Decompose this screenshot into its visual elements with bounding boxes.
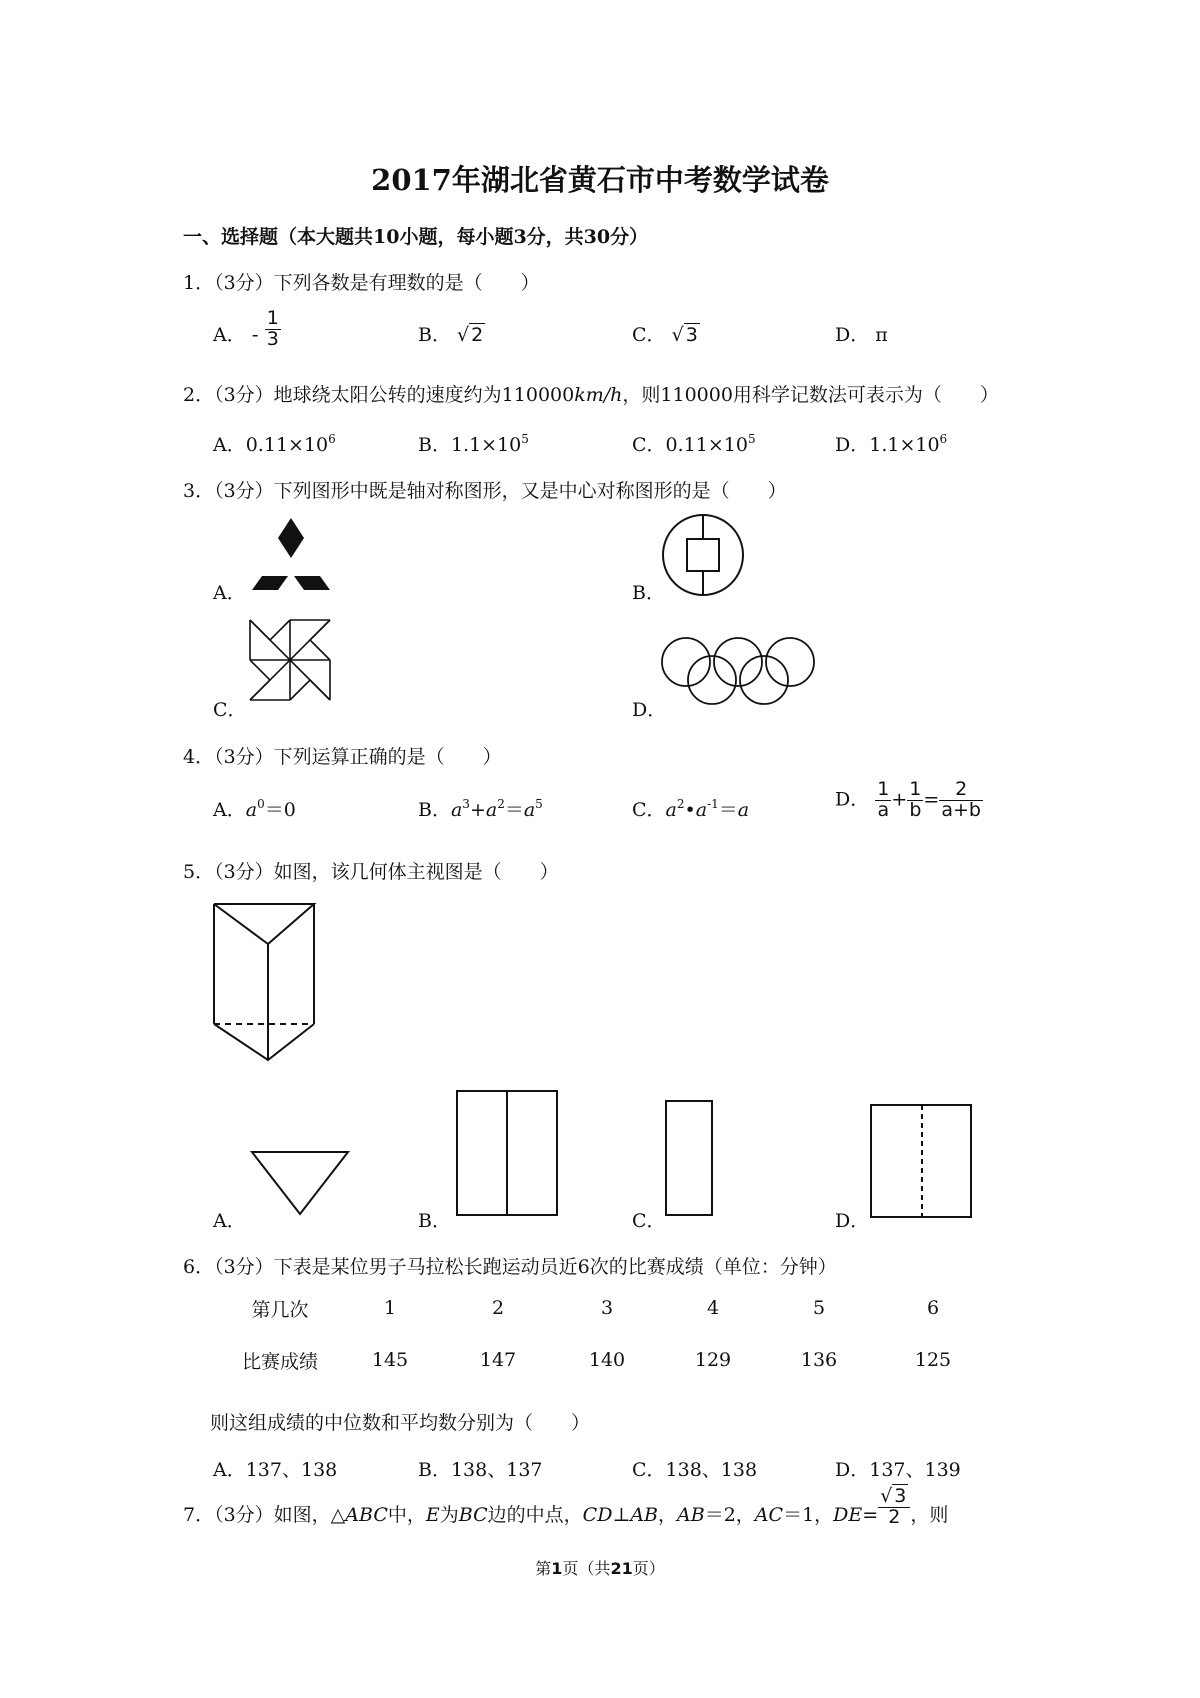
numerator: 1 xyxy=(266,306,279,329)
numerator: 1 xyxy=(877,778,890,800)
question-1-stem: 1．（3分）下列各数是有理数的是（ ） xyxy=(183,272,540,294)
stem-text: ＝1， xyxy=(783,1504,834,1526)
q2-option-a xyxy=(213,430,336,457)
variable: a xyxy=(523,799,536,821)
variable: a xyxy=(665,799,677,821)
table-row xyxy=(225,1282,991,1334)
variable: a xyxy=(450,799,463,821)
total-pages: 21 xyxy=(610,1559,633,1578)
operator: + xyxy=(469,799,486,821)
math-symbol: AC xyxy=(754,1504,784,1526)
option-letter: C． xyxy=(632,324,666,346)
math-symbol: ABC xyxy=(345,1504,388,1526)
pinwheel-figure xyxy=(248,618,332,702)
stem-text: ，则110000用科学记数法可表示为（ ） xyxy=(622,384,999,406)
q1-option-c xyxy=(632,320,700,347)
fraction xyxy=(939,780,983,821)
q4-option-a xyxy=(213,795,296,822)
math-symbol: DE xyxy=(833,1504,863,1526)
exponent: 6 xyxy=(328,432,336,446)
numerator: 1 xyxy=(909,778,922,800)
q1-option-b xyxy=(418,320,485,347)
variable: a xyxy=(485,799,498,821)
exponent: 5 xyxy=(521,432,529,446)
page-number: 1 xyxy=(551,1559,563,1578)
question-7-stem xyxy=(183,1484,949,1528)
denominator: a+b xyxy=(941,798,981,821)
square-root: √ 3 xyxy=(671,324,698,346)
radicand: 2 xyxy=(471,324,484,346)
numerator: √ 3 xyxy=(880,1484,907,1507)
table-row xyxy=(225,1334,991,1386)
operator: • xyxy=(684,799,696,821)
page-title: 2017年湖北省黄石市中考数学试卷 xyxy=(371,163,829,197)
table-cell: 125 xyxy=(914,1349,952,1371)
variable: a xyxy=(737,799,750,821)
q6-option-b: B．138、137 xyxy=(418,1459,543,1481)
q3-option-c-label: C． xyxy=(213,699,247,721)
option-letter: A． xyxy=(213,324,246,346)
table-cell: 第几次 xyxy=(251,1298,309,1321)
footer-text: 页） xyxy=(632,1559,665,1578)
expression: ＝0 xyxy=(264,799,296,821)
question-2-stem xyxy=(183,380,999,407)
math-symbol: BC xyxy=(458,1504,488,1526)
q6-option-d: D．137、139 xyxy=(835,1459,961,1481)
stem-text: 为 xyxy=(439,1504,459,1526)
option-letter: A． xyxy=(213,799,246,821)
table-cell: 6 xyxy=(926,1297,940,1319)
square-root: √ 2 xyxy=(457,324,484,346)
exponent: 5 xyxy=(747,432,756,446)
variable: a xyxy=(245,799,258,821)
q1-option-d xyxy=(835,320,888,347)
narrow-rectangle-figure xyxy=(665,1100,713,1216)
option-text: B．1.1×10 xyxy=(418,434,522,456)
exponent: 6 xyxy=(939,432,948,446)
q2-option-b xyxy=(418,430,529,457)
option-letter: D． xyxy=(835,788,870,811)
exponent: 5 xyxy=(535,797,543,811)
pi-symbol: π xyxy=(875,324,888,346)
denominator: 3 xyxy=(266,327,279,350)
option-text: C．0.11×10 xyxy=(632,434,748,456)
math-symbol: E xyxy=(425,1504,440,1526)
math-symbol: AB xyxy=(630,1504,658,1526)
radicand: 3 xyxy=(685,324,698,346)
q5-option-a-label: A． xyxy=(213,1210,246,1232)
exponent: 0 xyxy=(257,797,265,811)
question-4-stem: 4．（3分）下列运算正确的是（ ） xyxy=(183,746,502,768)
operator: = xyxy=(862,1504,879,1526)
stem-text: ，则 xyxy=(910,1504,949,1526)
question-5-stem: 5．（3分）如图，该几何体主视图是（ ） xyxy=(183,861,559,883)
math-symbol: AB xyxy=(677,1504,705,1526)
option-text: D．1.1×10 xyxy=(835,434,940,456)
option-letter: B． xyxy=(418,799,451,821)
table-cell: 1 xyxy=(383,1297,397,1319)
fraction xyxy=(878,1484,910,1528)
operator: = xyxy=(923,788,940,811)
table-cell: 147 xyxy=(479,1349,517,1371)
math-symbol: CD xyxy=(582,1504,613,1526)
q5-option-d-label: D． xyxy=(835,1210,870,1232)
q4-option-d xyxy=(835,780,983,821)
table-cell: 140 xyxy=(588,1349,626,1371)
unit: km/h xyxy=(574,384,623,406)
denominator: 2 xyxy=(888,1505,901,1528)
table-cell: 比赛成绩 xyxy=(241,1350,318,1373)
footer-text: 页（共 xyxy=(562,1559,611,1578)
radicand: 3 xyxy=(894,1484,907,1507)
operator: + xyxy=(891,788,908,811)
dashed-rectangle-figure xyxy=(870,1104,972,1218)
table-cell: 2 xyxy=(491,1297,505,1319)
fraction xyxy=(265,306,281,350)
question-3-stem: 3．（3分）下列图形中既是轴对称图形，又是中心对称图形的是（ ） xyxy=(183,480,787,502)
exponent: -1 xyxy=(707,797,719,811)
q6-option-a: A．137、138 xyxy=(213,1459,338,1481)
operator: ＝ xyxy=(718,799,738,821)
numerator: 2 xyxy=(955,778,968,800)
question-6-ask: 则这组成绩的中位数和平均数分别为（ ） xyxy=(210,1412,591,1434)
exponent: 2 xyxy=(676,797,685,811)
table-cell: 136 xyxy=(800,1349,838,1371)
q3-option-d-label: D． xyxy=(632,699,667,721)
triangular-prism-figure xyxy=(212,902,316,1062)
q5-option-b-label: B． xyxy=(418,1210,451,1232)
q2-option-d xyxy=(835,430,947,457)
scores-table xyxy=(225,1282,991,1386)
q4-option-c xyxy=(632,795,749,822)
variable: a xyxy=(695,799,708,821)
section-heading: 一、选择题（本大题共10小题，每小题3分，共30分） xyxy=(183,226,649,248)
q3-option-a-label: A． xyxy=(213,582,246,604)
stem-text: 中， xyxy=(387,1504,426,1526)
fraction xyxy=(907,780,923,821)
stem-text: 7．（3分）如图，△ xyxy=(183,1504,346,1526)
table-cell: 5 xyxy=(812,1297,826,1319)
five-rings-figure xyxy=(660,636,820,706)
stem-text: 边的中点， xyxy=(487,1504,583,1526)
option-letter: D． xyxy=(835,324,870,346)
stem-text: 2．（3分）地球绕太阳公转的速度约为110000 xyxy=(183,384,575,406)
operator: ＝ xyxy=(504,799,524,821)
q6-option-c: C．138、138 xyxy=(632,1459,758,1481)
page-footer xyxy=(0,1556,1200,1579)
table-cell: 3 xyxy=(600,1297,614,1319)
table-cell: 4 xyxy=(706,1297,720,1319)
option-letter: B． xyxy=(418,324,451,346)
stem-text: ⊥ xyxy=(612,1504,631,1526)
coin-figure xyxy=(660,512,746,598)
exponent: 2 xyxy=(497,797,505,811)
three-diamonds-figure-solid xyxy=(248,518,334,590)
denominator: a xyxy=(877,798,890,821)
exponent: 3 xyxy=(462,797,470,811)
stem-text: ， xyxy=(658,1504,678,1526)
denominator: b xyxy=(909,798,922,821)
q3-option-b-label: B． xyxy=(632,582,665,604)
minus-sign: - xyxy=(251,324,259,346)
q1-option-a xyxy=(213,306,281,350)
fraction xyxy=(875,780,891,821)
q2-option-c xyxy=(632,430,756,457)
q5-option-c-label: C． xyxy=(632,1210,666,1232)
table-cell: 145 xyxy=(371,1349,409,1371)
stem-text: ＝2， xyxy=(704,1504,755,1526)
question-6-stem: 6．（3分）下表是某位男子马拉松长跑运动员近6次的比赛成绩（单位：分钟） xyxy=(183,1256,837,1278)
option-letter: C． xyxy=(632,799,666,821)
table-cell: 129 xyxy=(694,1349,732,1371)
double-rectangle-figure xyxy=(456,1090,558,1216)
footer-text: 第 xyxy=(535,1559,552,1578)
option-text: A．0.11×10 xyxy=(213,434,329,456)
q4-option-b xyxy=(418,795,543,822)
inverted-triangle-figure xyxy=(250,1150,350,1216)
